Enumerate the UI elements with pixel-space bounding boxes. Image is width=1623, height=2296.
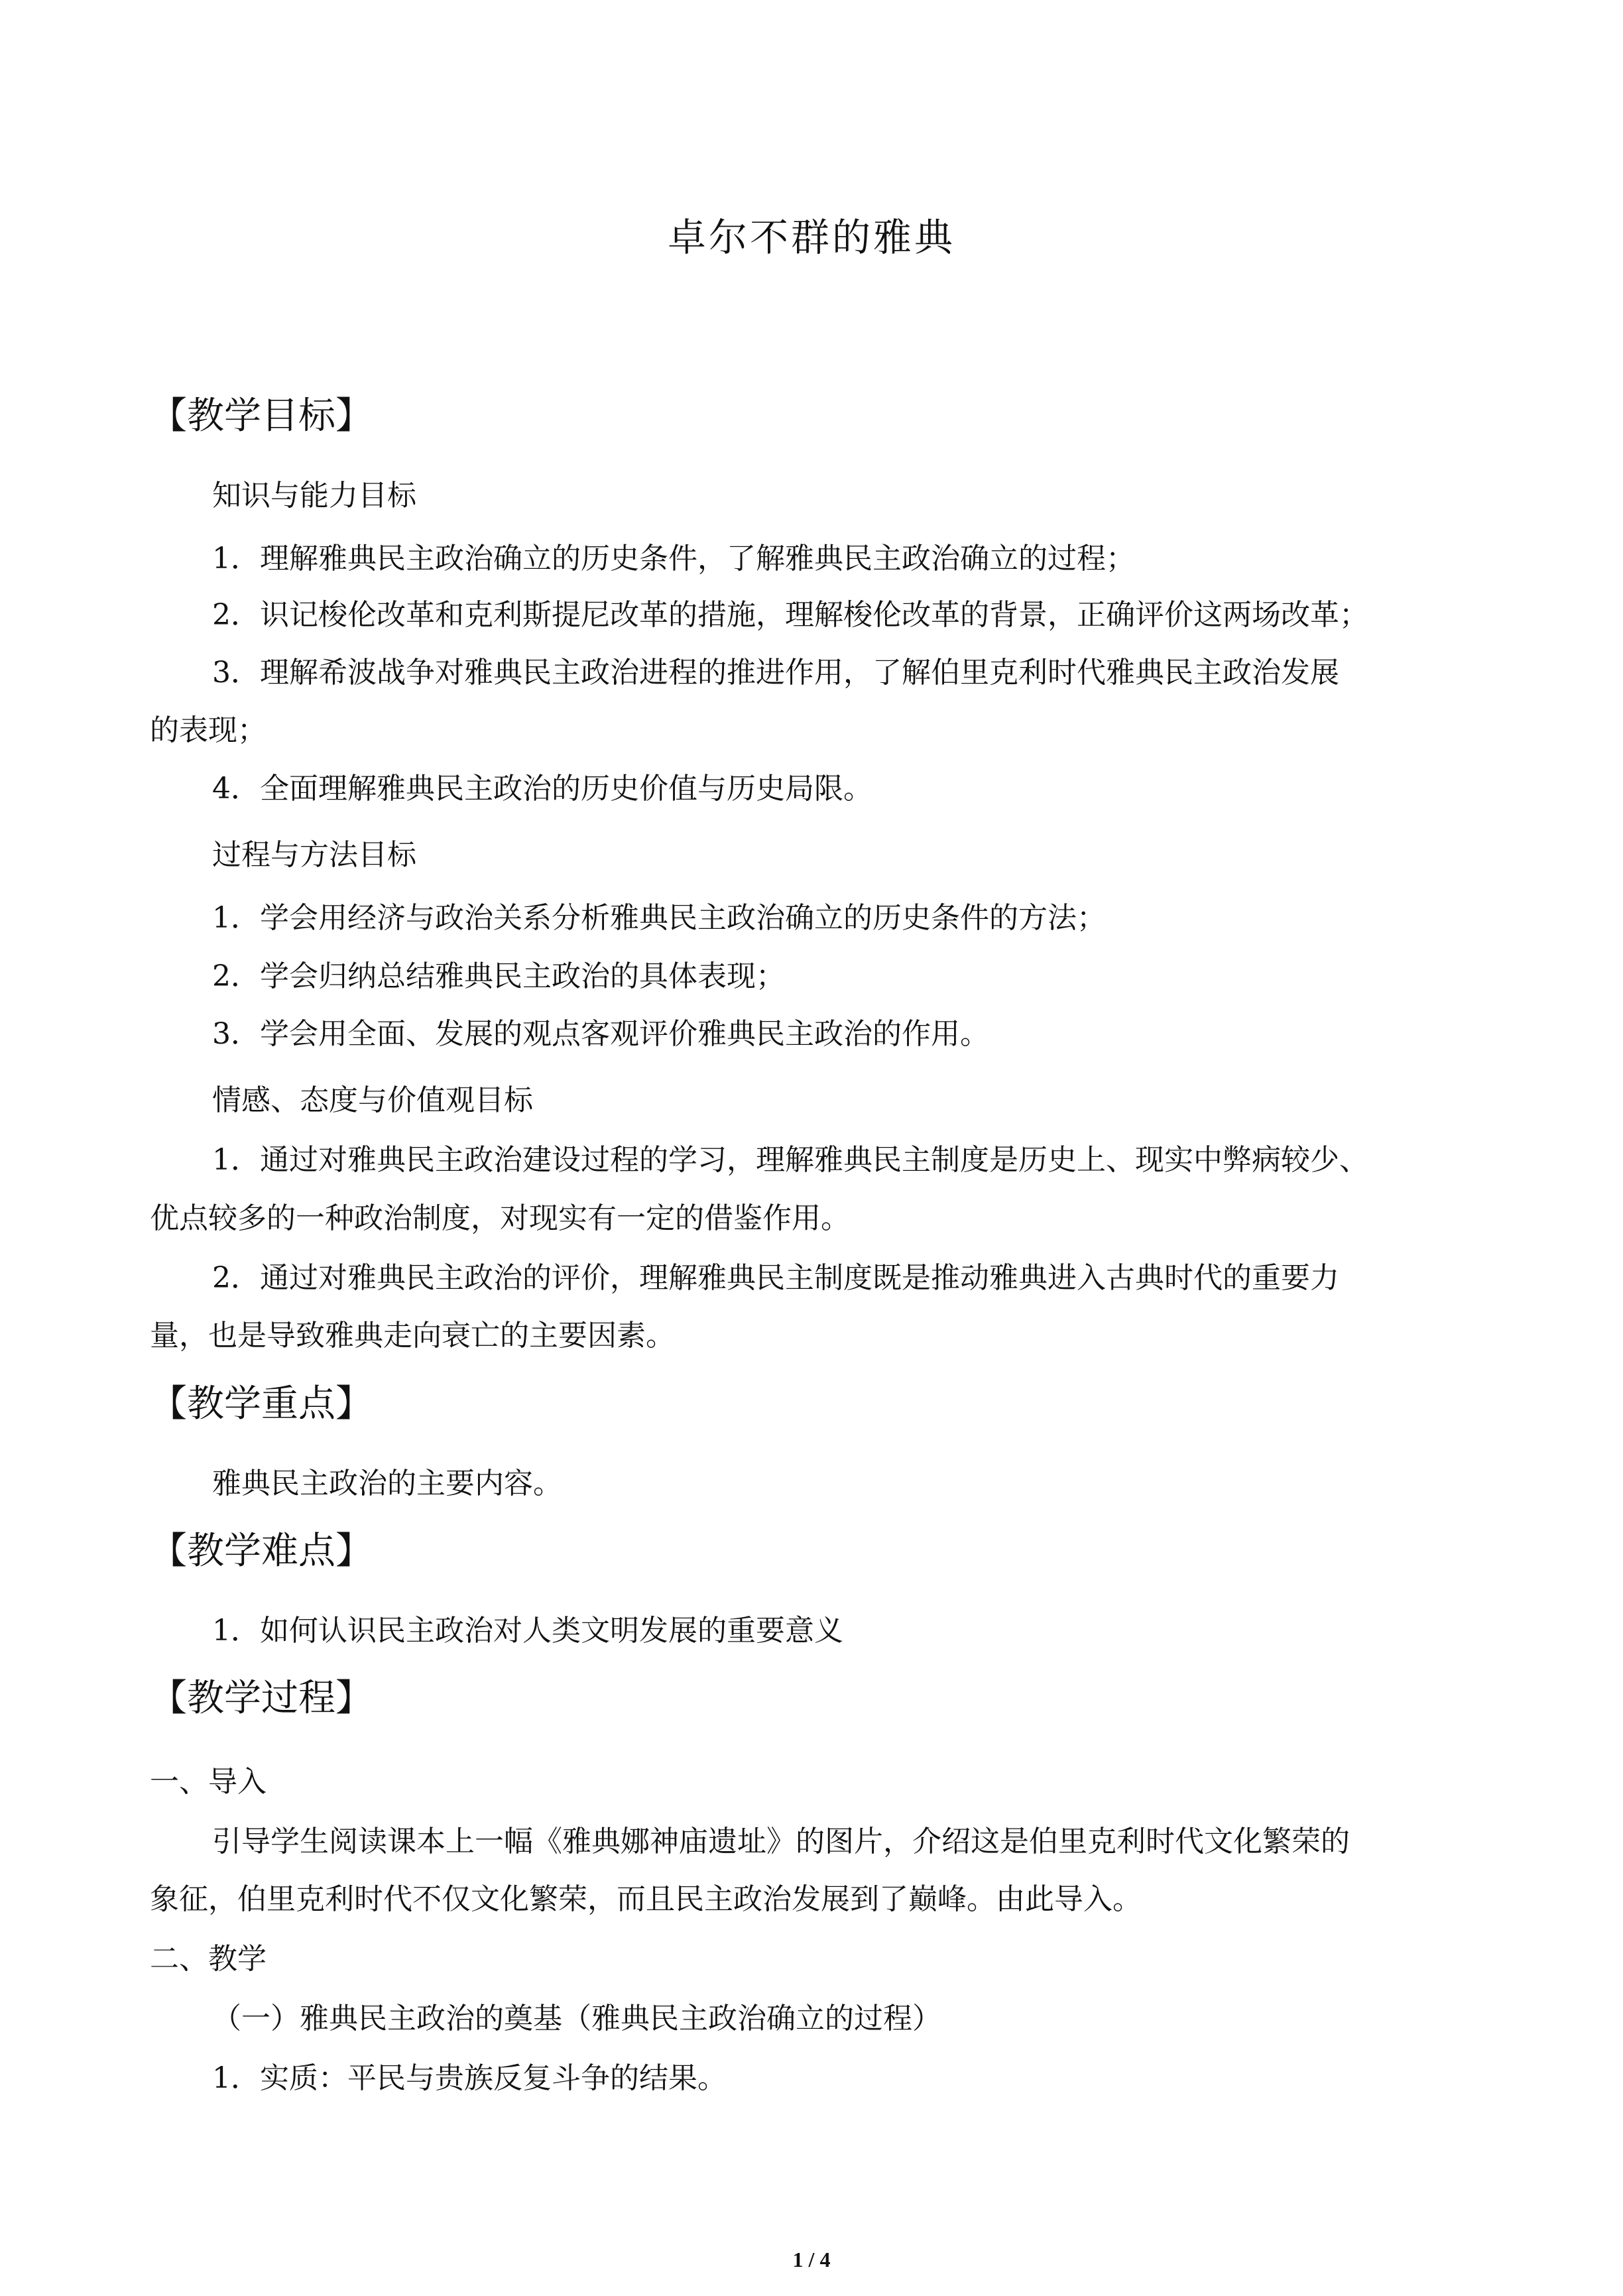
objectives-knowledge-label: 知识与能力目标 bbox=[212, 479, 416, 513]
process-teaching-label: 二、教学 bbox=[150, 1942, 267, 1976]
process-intro-line-1: 引导学生阅读课本上一幅《雅典娜神庙遗址》的图片，介绍这是伯里克利时代文化繁荣的 bbox=[212, 1825, 1350, 1858]
key-points-text: 雅典民主政治的主要内容。 bbox=[212, 1467, 562, 1500]
process-item-1: 1．学会用经济与政治关系分析雅典民主政治确立的历史条件的方法； bbox=[212, 901, 1106, 935]
section-heading-objectives: 【教学目标】 bbox=[150, 394, 373, 438]
process-sub-heading: （一）雅典民主政治的奠基（雅典民主政治确立的过程） bbox=[212, 2002, 941, 2035]
knowledge-item-3: 3．理解希波战争对雅典民主政治进程的推进作用，了解伯里克利时代雅典民主政治发展 bbox=[212, 656, 1339, 690]
process-item-3: 3．学会用全面、发展的观点客观评价雅典民主政治的作用。 bbox=[212, 1017, 989, 1051]
objectives-process-label: 过程与方法目标 bbox=[212, 838, 416, 872]
objectives-emotion-label: 情感、态度与价值观目标 bbox=[212, 1083, 533, 1117]
process-sub-item-1: 1．实质：平民与贵族反复斗争的结果。 bbox=[212, 2061, 727, 2095]
knowledge-item-3-cont: 的表现； bbox=[150, 713, 267, 747]
process-intro-line-2: 象征，伯里克利时代不仅文化繁荣，而且民主政治发展到了巅峰。由此导入。 bbox=[150, 1882, 1142, 1916]
emotion-item-1-cont: 优点较多的一种政治制度，对现实有一定的借鉴作用。 bbox=[150, 1201, 850, 1235]
process-intro-label: 一、导入 bbox=[150, 1765, 267, 1799]
section-heading-key-points: 【教学重点】 bbox=[150, 1382, 373, 1425]
section-heading-process: 【教学过程】 bbox=[150, 1677, 373, 1720]
knowledge-item-1: 1．理解雅典民主政治确立的历史条件，了解雅典民主政治确立的过程； bbox=[212, 542, 1135, 575]
difficulties-text: 1．如何认识民主政治对人类文明发展的重要意义 bbox=[212, 1614, 843, 1648]
document-title: 卓尔不群的雅典 bbox=[667, 215, 955, 260]
page-number: 1 / 4 bbox=[792, 2248, 831, 2271]
emotion-item-2-cont: 量，也是导致雅典走向衰亡的主要因素。 bbox=[150, 1319, 675, 1353]
process-item-2: 2．学会归纳总结雅典民主政治的具体表现； bbox=[212, 959, 785, 993]
section-heading-difficulties: 【教学难点】 bbox=[150, 1530, 373, 1573]
emotion-item-1: 1．通过对雅典民主政治建设过程的学习，理解雅典民主制度是历史上、现实中弊病较少、 bbox=[212, 1143, 1368, 1177]
emotion-item-2: 2．通过对雅典民主政治的评价，理解雅典民主制度既是推动雅典进入古典时代的重要力 bbox=[212, 1261, 1339, 1295]
knowledge-item-2: 2．识记梭伦改革和克利斯提尼改革的措施，理解梭伦改革的背景，正确评价这两场改革； bbox=[212, 598, 1368, 632]
knowledge-item-4: 4．全面理解雅典民主政治的历史价值与历史局限。 bbox=[212, 772, 872, 806]
